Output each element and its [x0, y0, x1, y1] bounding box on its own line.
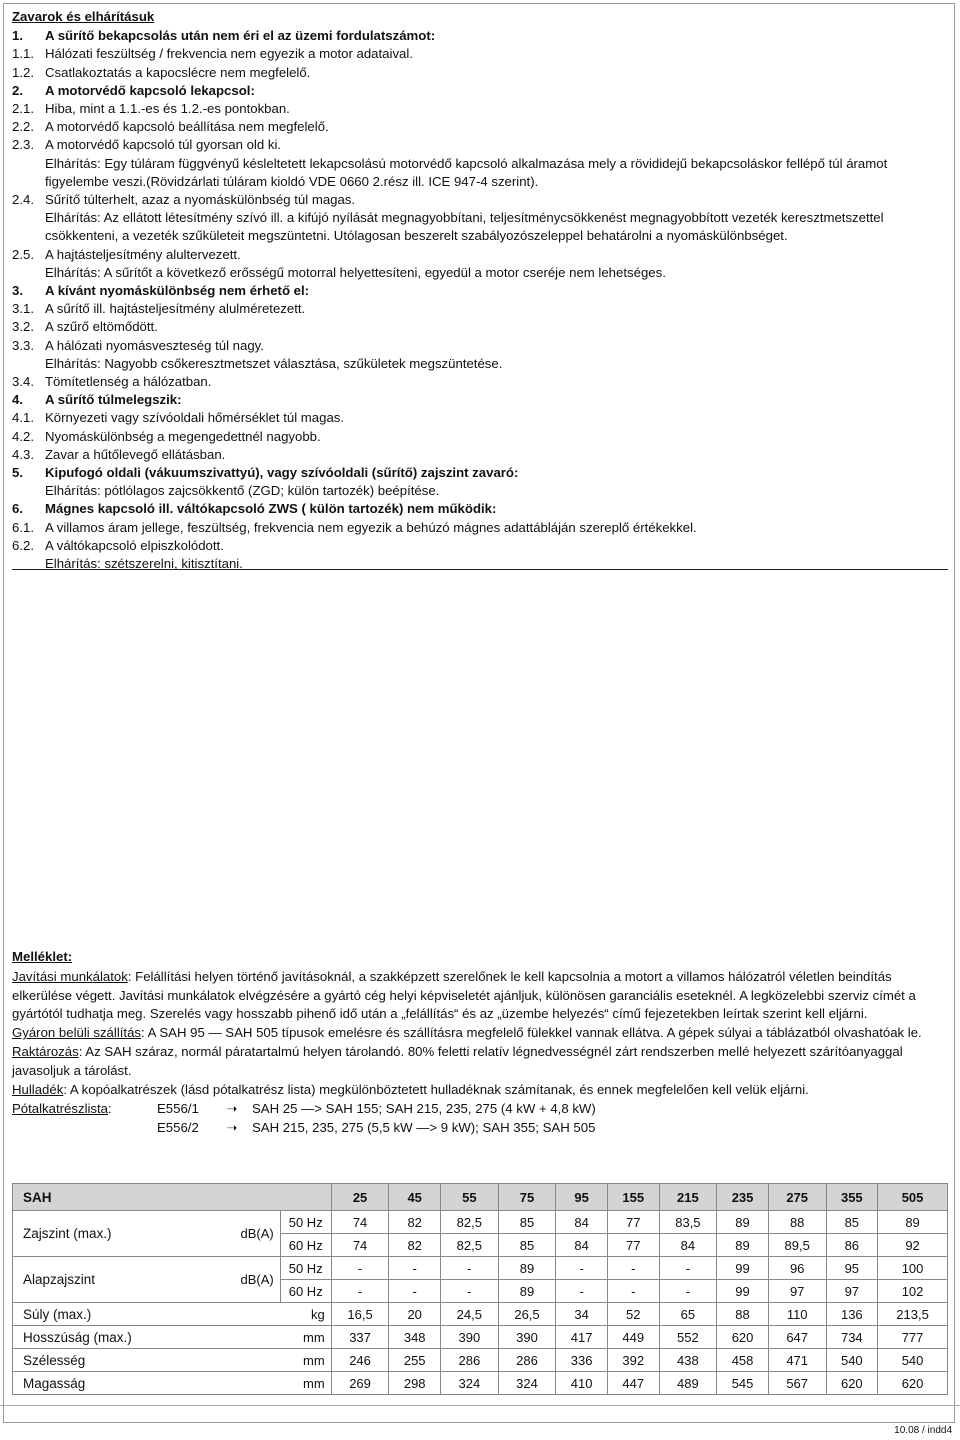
item-text: A sűrítő bekapcsolás után nem éri el az üzemi fordulatszámot: — [45, 28, 436, 44]
table-cell: 24,5 — [441, 1303, 499, 1326]
table-cell: 471 — [768, 1349, 826, 1372]
table-cell: 97 — [768, 1280, 826, 1303]
list-item — [12, 100, 948, 118]
parts-code: E556/1 — [157, 1101, 199, 1117]
table-cell: 337 — [331, 1326, 389, 1349]
column-header: 25 — [331, 1184, 389, 1211]
table-cell: 255 — [389, 1349, 441, 1372]
repair-label: Javítási munkálatok — [12, 969, 128, 985]
table-cell: - — [659, 1257, 717, 1280]
column-header: 75 — [498, 1184, 556, 1211]
table-cell: 85 — [498, 1234, 556, 1257]
table-cell: 89 — [498, 1280, 556, 1303]
table-cell: 390 — [498, 1326, 556, 1349]
parts-desc: SAH 25 —> SAH 155; SAH 215, 235, 275 (4 kW + 4,8 kW) — [252, 1101, 596, 1117]
storage-paragraph — [12, 1043, 948, 1080]
table-cell: - — [331, 1257, 389, 1280]
table-cell: 20 — [389, 1303, 441, 1326]
row-label: Szélesség — [13, 1349, 220, 1372]
item-number: 4.2. — [12, 428, 34, 444]
item-text: A szűrő eltömődött. — [45, 319, 158, 335]
specs-table-wrapper — [12, 1183, 948, 1395]
item-number: 4.1. — [12, 410, 34, 426]
item-number: 1.2. — [12, 64, 34, 80]
item-number: 3.3. — [12, 337, 34, 353]
row-label: Hosszúság (max.) — [13, 1326, 220, 1349]
row-unit: mm — [220, 1372, 332, 1395]
frequency-cell: 50 Hz — [280, 1257, 331, 1280]
item-number: 4.3. — [12, 446, 34, 462]
table-cell: 390 — [441, 1326, 499, 1349]
item-text: A sűrítő ill. hajtásteljesítmény alulméretezett. — [45, 301, 306, 317]
table-cell: 286 — [498, 1349, 556, 1372]
section-title: Zavarok és elhárításuk — [12, 9, 155, 24]
waste-label: Hulladék — [12, 1082, 64, 1098]
table-cell: 449 — [607, 1326, 659, 1349]
repair-paragraph — [12, 968, 948, 1023]
table-cell: 545 — [717, 1372, 769, 1395]
item-number: 3.2. — [12, 319, 34, 335]
section-heading — [12, 391, 948, 409]
item-number: 3.4. — [12, 374, 34, 390]
table-cell: 777 — [878, 1326, 948, 1349]
header-label: SAH — [13, 1184, 332, 1211]
table-cell: 16,5 — [331, 1303, 389, 1326]
list-item — [12, 45, 948, 63]
table-cell: - — [607, 1257, 659, 1280]
specs-table — [12, 1183, 948, 1395]
row-label: Alapzajszint — [13, 1257, 220, 1303]
table-cell: 96 — [768, 1257, 826, 1280]
item-text: Sűrítő túlterhelt, azaz a nyomáskülönbség túl magas. — [45, 192, 356, 208]
row-unit: dB(A) — [220, 1211, 281, 1257]
parts-row-1 — [12, 1100, 948, 1118]
storage-label: Raktározás — [12, 1044, 79, 1060]
item-text: Mágnes kapcsoló ill. váltókapcsoló ZWS ( külön tartozék) nem működik: — [45, 501, 497, 517]
table-cell: 26,5 — [498, 1303, 556, 1326]
item-number: 6. — [12, 501, 23, 517]
storage-text: : Az SAH száraz, normál páratartalmú helyen tárolandó. 80% feletti relatív légnedvességnél zárt rendszerben mellé helyezett szárítóanyaggal javasoljuk a tárolást. — [12, 1044, 903, 1078]
table-cell: 89 — [717, 1211, 769, 1234]
table-cell: 540 — [878, 1349, 948, 1372]
table-cell: 246 — [331, 1349, 389, 1372]
list-item — [12, 337, 948, 355]
table-cell: 213,5 — [878, 1303, 948, 1326]
item-number: 2.1. — [12, 101, 34, 117]
table-cell: 74 — [331, 1234, 389, 1257]
annex-section — [12, 948, 948, 1137]
item-text: A motorvédő kapcsoló lekapcsol: — [45, 82, 255, 98]
item-number: 5. — [12, 465, 23, 481]
row-unit: mm — [220, 1326, 332, 1349]
row-unit: dB(A) — [220, 1257, 281, 1303]
list-item — [12, 300, 948, 318]
table-header-row — [13, 1184, 948, 1211]
frequency-cell: 60 Hz — [280, 1234, 331, 1257]
table-cell: - — [556, 1280, 608, 1303]
item-text: Elhárítás: Az ellátott létesítmény szívó ill. a kifújó nyílását megnagyobbítani, teljesítménycsökkenést megnagyobbított vezeték keresztmetszettel csökkenteni, a vezeték szűkületeit megszüntetni. Utólagosan beszerelt szabályozószeleppel behatárolni a nyomáskülönbséget. — [45, 210, 884, 244]
section-heading — [12, 27, 948, 45]
list-item — [12, 519, 948, 537]
list-item — [12, 155, 948, 191]
table-cell: 74 — [331, 1211, 389, 1234]
item-number: 3. — [12, 283, 23, 299]
table-cell: 620 — [826, 1372, 878, 1395]
table-cell: 88 — [717, 1303, 769, 1326]
item-text: Kipufogó oldali (vákuumszivattyú), vagy szívóoldali (sűrítő) zajszint zavaró: — [45, 465, 519, 481]
item-number: 2.3. — [12, 137, 34, 153]
item-text: Környezeti vagy szívóoldali hőmérséklet túl magas. — [45, 410, 345, 426]
parts-label-text: Pótalkatrészlista — [12, 1101, 109, 1117]
list-item — [12, 246, 948, 264]
table-cell: 88 — [768, 1211, 826, 1234]
table-cell: 84 — [556, 1211, 608, 1234]
table-cell: 392 — [607, 1349, 659, 1372]
item-text: Nyomáskülönbség a megengedettnél nagyobb. — [45, 428, 321, 444]
parts-row-2 — [12, 1119, 948, 1137]
column-header: 45 — [389, 1184, 441, 1211]
table-cell: 84 — [556, 1234, 608, 1257]
table-cell: 52 — [607, 1303, 659, 1326]
item-text: Hálózati feszültség / frekvencia nem egyezik a motor adataival. — [45, 46, 413, 62]
table-cell: 417 — [556, 1326, 608, 1349]
row-label: Zajszint (max.) — [13, 1211, 220, 1257]
table-row — [13, 1257, 948, 1280]
column-header: 355 — [826, 1184, 878, 1211]
item-text: A hálózati nyomásveszteség túl nagy. — [45, 337, 264, 353]
table-row — [13, 1211, 948, 1234]
table-cell: 89 — [498, 1257, 556, 1280]
table-cell: 110 — [768, 1303, 826, 1326]
item-number: 2.4. — [12, 192, 34, 208]
table-cell: 410 — [556, 1372, 608, 1395]
table-cell: 567 — [768, 1372, 826, 1395]
section-heading — [12, 500, 948, 518]
item-text: Elhárítás: Nagyobb csőkeresztmetszet választása, szűkületek megszüntetése. — [45, 355, 503, 371]
table-cell: 99 — [717, 1257, 769, 1280]
row-unit: kg — [220, 1303, 332, 1326]
row-unit: mm — [220, 1349, 332, 1372]
table-cell: 77 — [607, 1211, 659, 1234]
table-row — [13, 1372, 948, 1395]
table-cell: 77 — [607, 1234, 659, 1257]
item-number: 6.2. — [12, 537, 34, 553]
column-header: 55 — [441, 1184, 499, 1211]
table-cell: 348 — [389, 1326, 441, 1349]
troubleshooting-list — [12, 27, 948, 573]
list-item — [12, 537, 948, 555]
transport-label: Gyáron belüli szállítás — [12, 1025, 142, 1041]
item-text: A motorvédő kapcsoló túl gyorsan old ki. — [45, 137, 282, 153]
table-cell: - — [389, 1257, 441, 1280]
item-number: 4. — [12, 392, 23, 408]
table-cell: 34 — [556, 1303, 608, 1326]
frequency-cell: 50 Hz — [280, 1211, 331, 1234]
list-item — [12, 209, 948, 245]
section-heading — [12, 82, 948, 100]
table-cell: 84 — [659, 1234, 717, 1257]
table-cell: 82 — [389, 1211, 441, 1234]
table-cell: 438 — [659, 1349, 717, 1372]
column-header: 235 — [717, 1184, 769, 1211]
list-item — [12, 118, 948, 136]
table-cell: 89 — [717, 1234, 769, 1257]
table-row — [13, 1349, 948, 1372]
section-heading — [12, 464, 948, 482]
table-cell: 85 — [826, 1211, 878, 1234]
item-text: A motorvédő kapcsoló beállítása nem megfelelő. — [45, 119, 329, 135]
row-label: Magasság — [13, 1372, 220, 1395]
table-cell: 100 — [878, 1257, 948, 1280]
table-cell: 298 — [389, 1372, 441, 1395]
frequency-cell: 60 Hz — [280, 1280, 331, 1303]
table-cell: 336 — [556, 1349, 608, 1372]
table-cell: 647 — [768, 1326, 826, 1349]
table-cell: - — [331, 1280, 389, 1303]
table-cell: 92 — [878, 1234, 948, 1257]
list-item — [12, 136, 948, 154]
table-body — [13, 1211, 948, 1395]
item-number: 3.1. — [12, 301, 34, 317]
annex-title: Melléklet: — [12, 949, 73, 964]
row-label: Súly (max.) — [13, 1303, 220, 1326]
table-cell: 82 — [389, 1234, 441, 1257]
waste-text: : A kopóalkatrészek (lásd pótalkatrész lista) megkülönböztetett hulladéknak számítanak, és ennek megfelelően kell velük eljárni. — [63, 1082, 809, 1098]
waste-paragraph — [12, 1081, 948, 1099]
list-item — [12, 555, 948, 573]
table-cell: 97 — [826, 1280, 878, 1303]
parts-label-colon: : — [108, 1101, 112, 1117]
table-cell: - — [389, 1280, 441, 1303]
table-cell: 269 — [331, 1372, 389, 1395]
table-cell: 85 — [498, 1211, 556, 1234]
item-text: A kívánt nyomáskülönbség nem érhető el: — [45, 283, 310, 299]
item-text: Elhárítás: Egy túláram függvényű késleltetett lekapcsolású motorvédő kapcsoló alkalmazása mely a rövididejű bekapcsoláskor fellépő túl áramot figyelembe veszi.(Rövidzárlati túláram kioldó VDE 0660 2.rész ill. ICE 947-4 szerint). — [45, 155, 888, 189]
list-item — [12, 64, 948, 82]
transport-paragraph — [12, 1024, 948, 1042]
item-number: 2.2. — [12, 119, 34, 135]
item-text: Hiba, mint a 1.1.-es és 1.2.-es pontokban. — [45, 101, 290, 117]
item-text: A váltókapcsoló elpiszkolódott. — [45, 537, 224, 553]
arrow-right-icon: ➝ — [226, 1119, 238, 1135]
column-header: 155 — [607, 1184, 659, 1211]
table-cell: 82,5 — [441, 1234, 499, 1257]
parts-code: E556/2 — [157, 1119, 199, 1135]
list-item — [12, 318, 948, 336]
table-cell: 83,5 — [659, 1211, 717, 1234]
table-cell: 65 — [659, 1303, 717, 1326]
parts-desc: SAH 215, 235, 275 (5,5 kW —> 9 kW); SAH 355; SAH 505 — [252, 1119, 596, 1135]
list-item — [12, 482, 948, 500]
repair-text: : Felállítási helyen történő javításoknál, a szakképzett szerelőnek le kell kapcsolnia a motort a villamos hálózatról véletlen beindítás elkerülése végett. Javítási munkálatok elvégzésére a gyártó cég helyi képviseletét ajánljuk, különösen garanciális eseteknél. A legközelebbi szerviz címét a gyártótól tudhatja meg. Szerelés vagy hosszabb pihenő idő után a „felállítás“ és az „üzembe helyezés“ című fejezetekben leírtak szerint kell eljárni. — [12, 969, 916, 1021]
item-text: Zavar a hűtőlevegő ellátásban. — [45, 446, 226, 462]
table-cell: 95 — [826, 1257, 878, 1280]
table-cell: 89 — [878, 1211, 948, 1234]
column-header: 215 — [659, 1184, 717, 1211]
list-item — [12, 264, 948, 282]
table-cell: 620 — [717, 1326, 769, 1349]
list-item — [12, 355, 948, 373]
item-number: 6.1. — [12, 519, 34, 535]
list-item — [12, 191, 948, 209]
item-number: 1.1. — [12, 46, 34, 62]
table-cell: 447 — [607, 1372, 659, 1395]
item-text: Elhárítás: szétszerelni, kitisztítani. — [45, 556, 243, 572]
item-text: Elhárítás: pótlólagos zajcsökkentő (ZGD; külön tartozék) beépítése. — [45, 483, 440, 499]
table-cell: - — [441, 1280, 499, 1303]
list-item — [12, 409, 948, 427]
item-text: A hajtásteljesítmény alultervezett. — [45, 246, 241, 262]
table-cell: - — [556, 1257, 608, 1280]
table-cell: 540 — [826, 1349, 878, 1372]
item-text: Elhárítás: A sűrítőt a következő erősségű motorral helyettesíteni, egyedül a motor cseréje nem lehetséges. — [45, 264, 666, 280]
table-cell: - — [607, 1280, 659, 1303]
table-cell: 89,5 — [768, 1234, 826, 1257]
table-cell: - — [441, 1257, 499, 1280]
troubleshooting-section — [12, 8, 948, 573]
column-header: 275 — [768, 1184, 826, 1211]
footer-rule — [0, 1405, 960, 1406]
list-item — [12, 428, 948, 446]
table-row — [13, 1326, 948, 1349]
item-text: A sűrítő túlmelegszik: — [45, 392, 182, 408]
table-cell: 324 — [441, 1372, 499, 1395]
table-cell: 102 — [878, 1280, 948, 1303]
column-header: 95 — [556, 1184, 608, 1211]
list-item — [12, 446, 948, 464]
item-number: 2. — [12, 82, 23, 98]
parts-label — [12, 1100, 157, 1118]
table-cell: 286 — [441, 1349, 499, 1372]
section-heading — [12, 282, 948, 300]
table-cell: 458 — [717, 1349, 769, 1372]
item-number: 1. — [12, 28, 23, 44]
column-header: 505 — [878, 1184, 948, 1211]
table-cell: 86 — [826, 1234, 878, 1257]
table-cell: 324 — [498, 1372, 556, 1395]
arrow-right-icon: ➝ — [226, 1101, 238, 1117]
section-divider — [12, 569, 948, 570]
table-cell: 734 — [826, 1326, 878, 1349]
table-cell: 136 — [826, 1303, 878, 1326]
table-cell: 620 — [878, 1372, 948, 1395]
transport-text: : A SAH 95 — SAH 505 típusok emelésre és szállításra megfelelő fülekkel vannak ellátva. A gépek súlyai a táblázatból olvashatóak le. — [141, 1025, 922, 1041]
table-cell: 99 — [717, 1280, 769, 1303]
list-item — [12, 373, 948, 391]
table-row — [13, 1303, 948, 1326]
footer-code: 10.08 / indd4 — [894, 1425, 952, 1436]
item-text: Csatlakoztatás a kapocslécre nem megfelelő. — [45, 64, 311, 80]
table-cell: 489 — [659, 1372, 717, 1395]
item-text: A villamos áram jellege, feszültség, frekvencia nem egyezik a behúzó mágnes adattábláján szereplő értékekkel. — [45, 519, 697, 535]
table-cell: - — [659, 1280, 717, 1303]
item-number: 2.5. — [12, 246, 34, 262]
item-text: Tömítetlenség a hálózatban. — [45, 374, 212, 390]
table-cell: 552 — [659, 1326, 717, 1349]
table-cell: 82,5 — [441, 1211, 499, 1234]
